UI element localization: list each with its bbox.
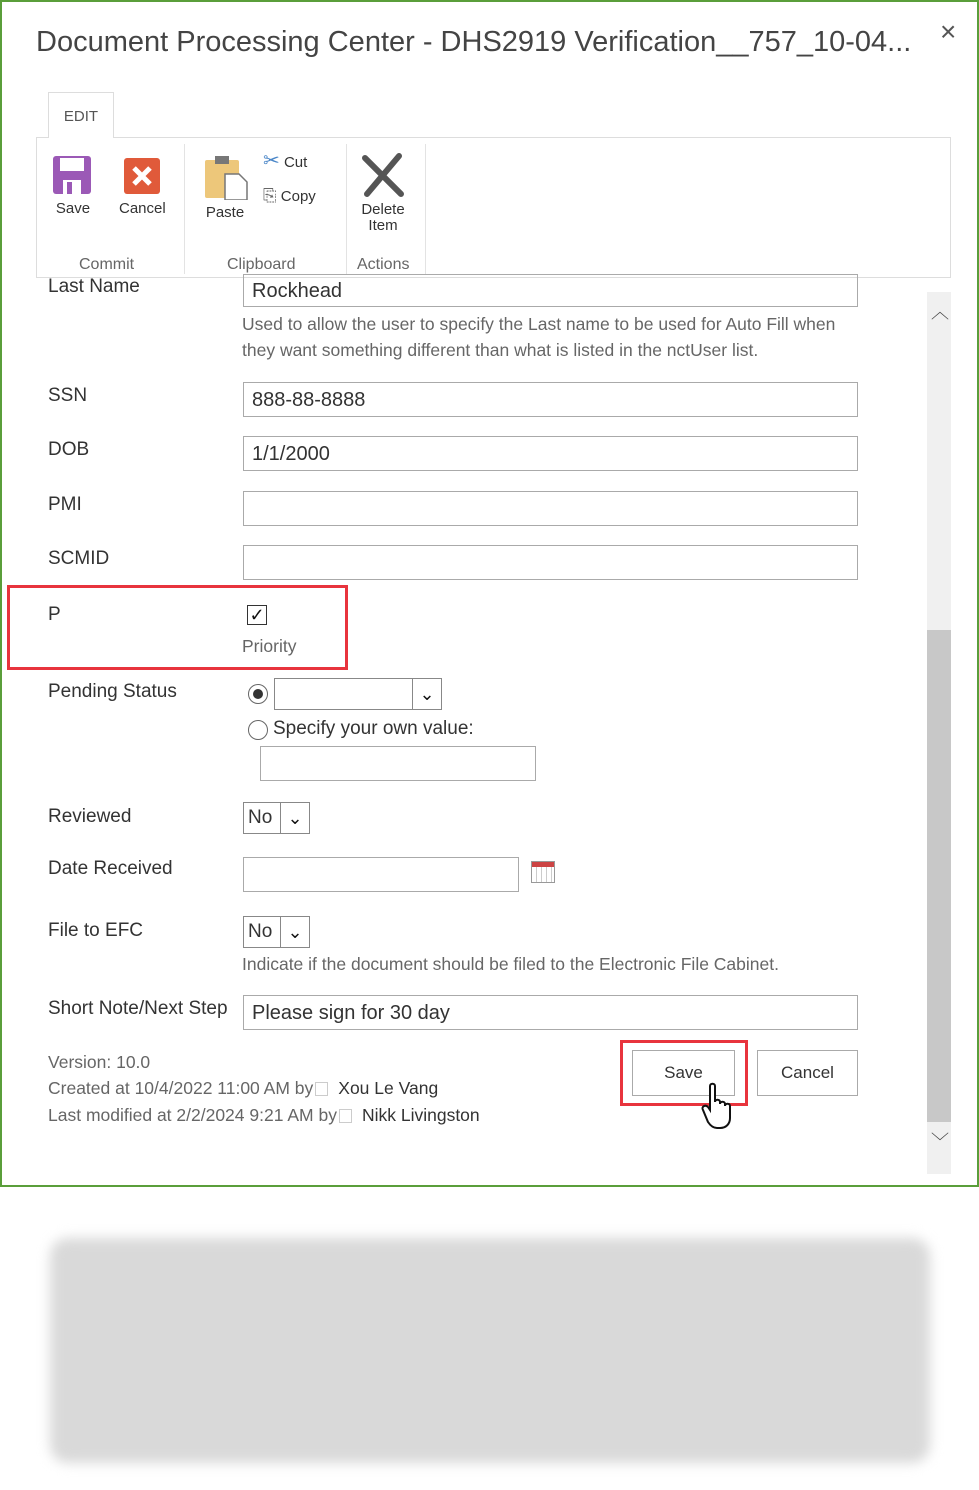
own-value-label: Specify your own value: (273, 718, 474, 739)
cut-label: Cut (283, 154, 308, 171)
cancel-icon (122, 156, 162, 196)
calendar-icon[interactable] (531, 861, 555, 883)
presence-icon (315, 1082, 328, 1096)
last-name-help: Used to allow the user to specify the Last name to be used for Auto Fill when they want something different than what is listed in the nctUser list. (242, 314, 836, 360)
presence-icon (339, 1109, 352, 1123)
priority-help: Priority (242, 636, 297, 656)
group-clipboard: Clipboard (227, 256, 296, 273)
reviewed-select[interactable] (243, 802, 310, 834)
modified-text (48, 1105, 480, 1126)
ribbon (36, 137, 951, 278)
own-value-input[interactable] (260, 746, 536, 781)
pending-status-label: Pending Status (48, 681, 177, 702)
created-by-link[interactable]: Xou Le Vang (338, 1078, 439, 1098)
pending-status-select[interactable] (274, 678, 442, 710)
group-actions: Actions (357, 256, 410, 273)
version-text: Version: 10.0 (48, 1052, 151, 1072)
pmi-input[interactable] (243, 491, 858, 526)
reviewed-label: Reviewed (48, 806, 132, 827)
delete-label-1: Delete (361, 201, 405, 218)
scissors-icon: ✂ (263, 150, 280, 172)
cut-button[interactable] (263, 148, 307, 173)
reviewed-value: No (248, 807, 273, 828)
scroll-up-icon[interactable]: ︿ (931, 302, 949, 322)
modified-at: Last modified at 2/2/2024 9:21 AM by (48, 1105, 337, 1125)
short-note-input[interactable]: Please sign for 30 day (243, 995, 858, 1030)
priority-checkbox[interactable]: ✓ (247, 605, 267, 625)
file-to-efc-value: No (248, 921, 273, 942)
hand-cursor-icon (700, 1082, 740, 1130)
copy-icon: ⎘ (263, 186, 277, 205)
file-to-efc-help: Indicate if the document should be filed to the Electronic File Cabinet. (242, 954, 779, 974)
created-at: Created at 10/4/2022 11:00 AM by (48, 1078, 314, 1098)
scmid-label: SCMID (48, 548, 110, 569)
save-button[interactable]: Save (632, 1050, 735, 1096)
scmid-input[interactable] (243, 545, 858, 580)
blurred-region (50, 1238, 930, 1463)
delete-item-button[interactable] (359, 152, 407, 234)
scrollbar-thumb[interactable] (927, 630, 951, 1122)
paste-label: Paste (205, 204, 245, 221)
ribbon-cancel-button[interactable] (119, 156, 166, 217)
tab-edit[interactable]: EDIT (48, 92, 114, 138)
save-icon (51, 154, 95, 196)
created-text (48, 1078, 438, 1099)
priority-highlight (7, 585, 348, 670)
pmi-label: PMI (48, 494, 82, 515)
paste-button[interactable] (201, 154, 249, 221)
last-name-input[interactable]: Rockhead (243, 274, 858, 307)
copy-button[interactable] (263, 186, 316, 206)
pending-status-radio-dropdown[interactable] (248, 684, 268, 704)
date-received-label: Date Received (48, 858, 173, 879)
date-received-input[interactable] (243, 857, 519, 892)
close-icon[interactable]: × (940, 16, 957, 47)
delete-icon (359, 152, 407, 198)
dob-label: DOB (48, 439, 90, 460)
p-label: P (48, 604, 61, 625)
copy-label: Copy (280, 188, 316, 205)
save-label: Save (55, 200, 91, 217)
ssn-input[interactable]: 888-88-8888 (243, 382, 858, 417)
dob-input[interactable]: 1/1/2000 (243, 436, 858, 471)
paste-icon (201, 154, 249, 200)
scroll-down-icon[interactable]: ﹀ (931, 1132, 949, 1152)
modified-by-link[interactable]: Nikk Livingston (361, 1105, 480, 1125)
cancel-label: Cancel (119, 200, 166, 217)
delete-label-2: Item (368, 217, 398, 234)
chevron-down-icon: ⌄ (280, 917, 309, 947)
cancel-button[interactable]: Cancel (757, 1050, 858, 1096)
chevron-down-icon: ⌄ (280, 803, 309, 833)
group-commit: Commit (79, 256, 135, 273)
file-to-efc-label: File to EFC (48, 920, 144, 941)
file-to-efc-select[interactable] (243, 916, 310, 948)
short-note-label: Short Note/Next Step (48, 998, 228, 1019)
last-name-label: Last Name (48, 276, 140, 297)
ribbon-save-button[interactable] (51, 154, 95, 217)
chevron-down-icon: ⌄ (412, 679, 441, 709)
scrollbar[interactable] (927, 292, 951, 1174)
dialog-title: Document Processing Center - DHS2919 Verification__757_10-04... (36, 26, 912, 58)
ssn-label: SSN (48, 385, 88, 406)
pending-status-radio-own[interactable] (248, 720, 268, 740)
